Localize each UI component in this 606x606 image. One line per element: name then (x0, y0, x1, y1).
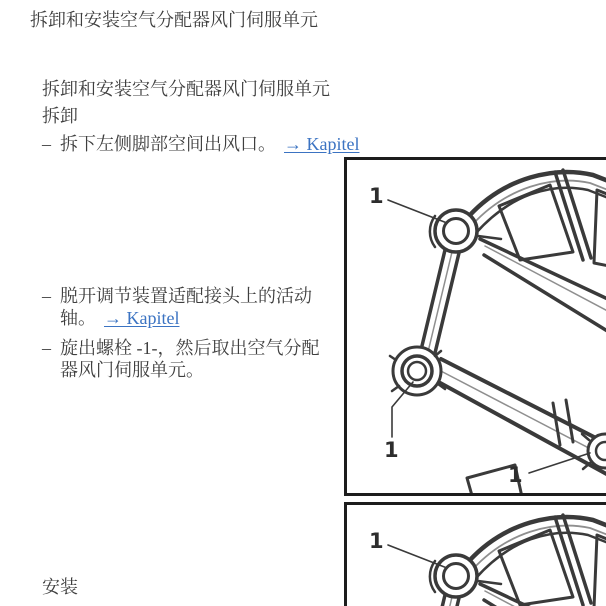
step-text: 器风门伺服单元。 (60, 360, 204, 380)
step-remove-footwell-vent (42, 133, 380, 155)
step-unscrew-bolts (42, 337, 380, 381)
technical-drawing (347, 505, 606, 606)
bullet-dash: – (42, 286, 51, 306)
bullet-dash: – (42, 134, 51, 154)
kapitel-link-1[interactable]: → Kapitel (284, 134, 360, 154)
step-text: 脱开调节装置适配接头上的活动 (60, 286, 312, 306)
figure-servo-unit-frame-2 (344, 502, 606, 606)
kapitel-link-2[interactable]: → Kapitel (104, 308, 180, 328)
page-title: 拆卸和安装空气分配器风门伺服单元 (30, 10, 318, 30)
step-text: 旋出螺栓 -1-，然后取出空气分配 (60, 338, 320, 358)
bullet-dash: – (42, 338, 51, 358)
figure-servo-unit-frame-1 (344, 157, 606, 496)
callout-1: 1 (369, 184, 384, 208)
section-heading: 拆卸和安装空气分配器风门伺服单元 (42, 79, 330, 99)
callout-1: 1 (508, 463, 523, 487)
subsection-removal-label: 拆卸 (42, 106, 78, 126)
callout-1: 1 (369, 529, 384, 553)
step-text: 拆下左侧脚部空间出风口。 (60, 134, 276, 154)
callout-1: 1 (384, 438, 399, 462)
subsection-install-label: 安装 (42, 577, 78, 597)
step-text: 轴。 (60, 308, 96, 328)
step-detach-adjuster-shaft (42, 285, 380, 329)
